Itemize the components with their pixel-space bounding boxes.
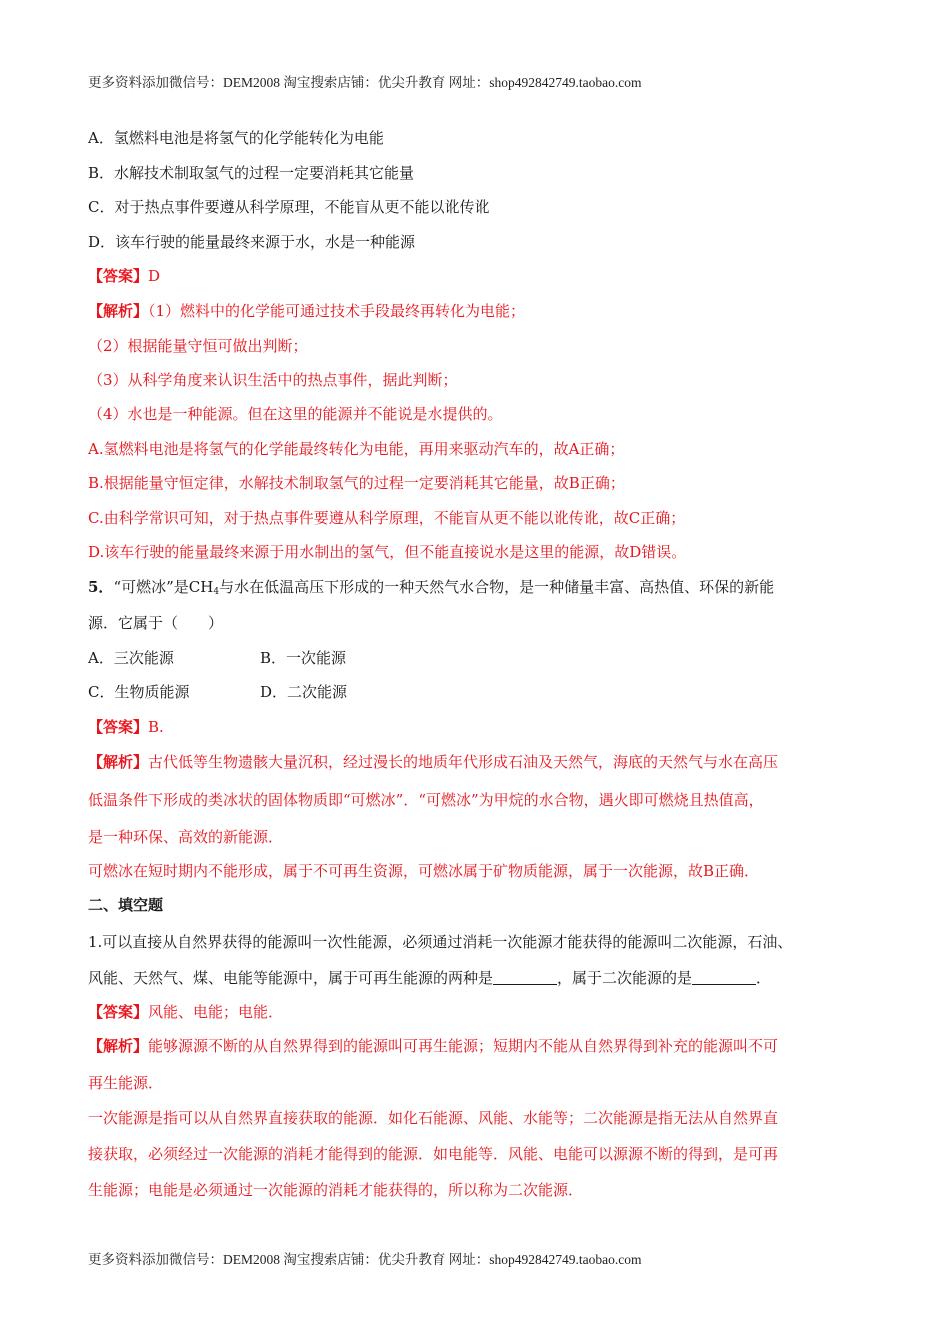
fill-analysis-line	[88, 1036, 778, 1056]
answer-blank[interactable]	[493, 970, 557, 985]
q4-analysis-line: A.氢燃料电池是将氢气的化学能最终转化为电能，再用来驱动汽车的，故A正确；	[88, 440, 625, 458]
q5-answer	[88, 717, 164, 737]
page-footer: 更多资料添加微信号：DEM2008 淘宝搜索店铺：优尖升教育 网址：shop492842749.taobao.com	[88, 1252, 642, 1267]
q5-analysis-line: 是一种环保、高效的新能源．	[88, 828, 284, 846]
fill-q1-stem: 1.可以直接从自然界获得的能源叫一次性能源，必须通过消耗一次能源才能获得的能源叫二次能源，石油、	[88, 933, 793, 951]
fill-analysis-line: 一次能源是指可以从自然界直接获取的能源．如化石能源、风能、水能等；二次能源是指无法从自然界直	[88, 1109, 779, 1127]
q5-analysis-text: 古代低等生物遗骸大量沉积，经过漫长的地质年代形成石油及天然气，海底的天然气与水在高压	[148, 753, 779, 771]
q4-answer-value: D	[148, 267, 161, 285]
fill-q1-text: 风能、天然气、煤、电能等能源中，属于可再生能源的两种是	[88, 969, 494, 987]
answer-blank[interactable]	[692, 970, 756, 985]
q5-answer-label: 【答案】	[88, 718, 149, 736]
q4-answer	[88, 266, 160, 286]
section-title: 二、填空题	[88, 896, 164, 914]
q4-analysis-line: （3）从科学角度来认识生活中的热点事件，据此判断；	[88, 371, 458, 389]
q5-stem	[88, 577, 774, 602]
q5-option-d: D．二次能源	[260, 683, 348, 701]
q4-option-b: B．水解技术制取氢气的过程一定要消耗其它能量	[88, 164, 415, 182]
q5-analysis-label: 【解析】	[88, 753, 149, 771]
q4-answer-label: 【答案】	[88, 267, 149, 285]
fill-q1-text: ．	[756, 969, 772, 987]
q5-analysis-line	[88, 752, 778, 772]
q5-answer-value: B.	[148, 718, 164, 736]
fill-q1-stem-cont	[88, 968, 771, 988]
fill-analysis-label: 【解析】	[88, 1037, 149, 1055]
fill-analysis-text: 能够源源不断的从自然界得到的能源叫可再生能源；短期内不能从自然界得到补充的能源叫不可	[148, 1037, 779, 1055]
q5-subscript: 4	[213, 587, 220, 597]
q4-analysis-line	[88, 301, 525, 321]
q5-number: 5．	[88, 578, 114, 596]
q4-analysis-line: D.该车行驶的能量最终来源于用水制出的氢气，但不能直接说水是这里的能源，故D错误。	[88, 543, 687, 561]
fill-q1-answer	[88, 1002, 283, 1022]
page-header: 更多资料添加微信号：DEM2008 淘宝搜索店铺：优尖升教育 网址：shop492842749.taobao.com	[88, 75, 642, 90]
q4-option-d: D．该车行驶的能量最终来源于水，水是一种能源	[88, 233, 416, 251]
q5-options-row	[88, 682, 488, 702]
q4-analysis-line: B.根据能量守恒定律，水解技术制取氢气的过程一定要消耗其它能量，故B正确；	[88, 474, 625, 492]
fill-answer-value: 风能、电能；电能．	[148, 1003, 284, 1021]
fill-analysis-line: 生能源；电能是必须通过一次能源的消耗才能获得的，所以称为二次能源．	[88, 1181, 584, 1199]
fill-q1-text: ，属于二次能源的是	[557, 969, 693, 987]
q5-stem-text: “可燃冰”是CH	[113, 578, 214, 596]
fill-analysis-line: 再生能源．	[88, 1074, 164, 1092]
q4-analysis-line: （4）水也是一种能源。但在这里的能源并不能说是水提供的。	[88, 405, 503, 423]
q5-option-c: C．生物质能源	[88, 683, 190, 701]
q5-stem-text: 与水在低温高压下形成的一种天然气水合物，是一种储量丰富、高热值、环保的新能	[219, 578, 775, 596]
q4-option-c: C．对于热点事件要遵从科学原理，不能盲从更不能以讹传讹	[88, 198, 490, 216]
q5-option-b: B．一次能源	[260, 649, 347, 667]
q5-analysis-line: 可燃冰在短时期内不能形成，属于不可再生资源，可燃冰属于矿物质能源，属于一次能源，故B正确．	[88, 862, 760, 880]
fill-answer-label: 【答案】	[88, 1003, 149, 1021]
q4-analysis-label: 【解析】	[88, 302, 149, 320]
fill-analysis-line: 接获取，必须经过一次能源的消耗才能得到的能源．如电能等．风能、电能可以源源不断的得到，是可再	[88, 1145, 779, 1163]
q4-analysis-text: （1）燃料中的化学能可通过技术手段最终再转化为电能；	[148, 302, 526, 320]
q4-analysis-line: （2）根据能量守恒可做出判断；	[88, 337, 308, 355]
q5-analysis-line: 低温条件下形成的类冰状的固体物质即“可燃冰”．“可燃冰”为甲烷的水合物，遇火即可燃烧且热值高，	[88, 791, 764, 809]
q4-option-a: A．氢燃料电池是将氢气的化学能转化为电能	[88, 129, 384, 147]
q5-option-a: A．三次能源	[88, 649, 174, 667]
q4-analysis-line: C.由科学常识可知，对于热点事件要遵从科学原理，不能盲从更不能以讹传讹，故C正确；	[88, 509, 686, 527]
q5-stem-cont: 源．它属于（ ）	[88, 614, 224, 632]
q5-options-row	[88, 648, 488, 668]
